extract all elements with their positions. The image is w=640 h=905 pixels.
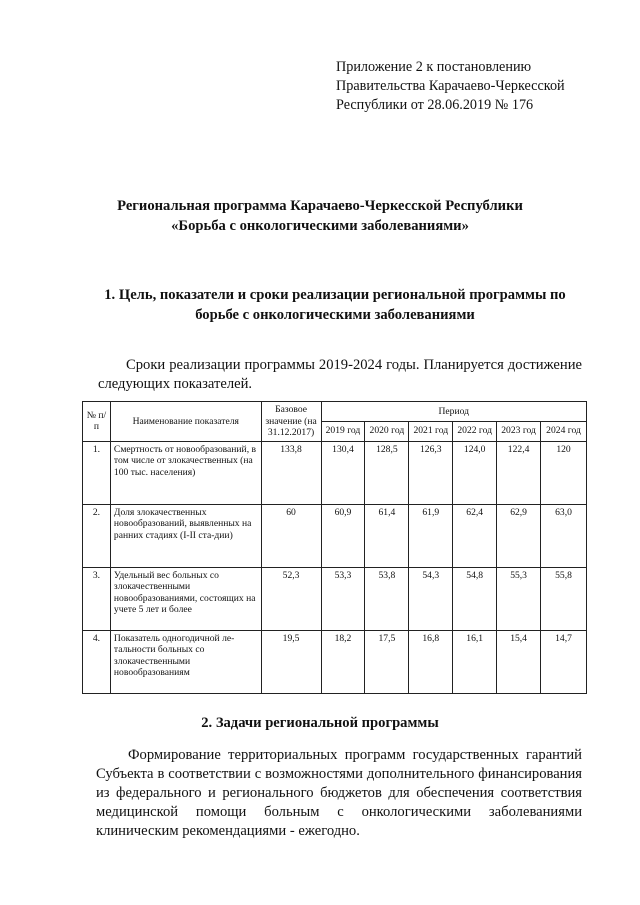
table-row [83, 441, 587, 504]
header-year: 2023 год [497, 421, 541, 441]
title-line: «Борьба с онкологическими заболеваниями» [171, 218, 469, 234]
row-value: 14,7 [541, 630, 587, 693]
appendix-line: Приложение 2 к постановлению [336, 59, 532, 75]
indicators-table [82, 401, 587, 694]
row-value: 61,4 [365, 504, 409, 567]
row-name: Доля злокачественных новообразований, выявленных на ранних стадиях (I-II ста-дии) [110, 504, 261, 567]
row-value: 15,4 [497, 630, 541, 693]
row-value: 61,9 [409, 504, 453, 567]
row-num: 2. [83, 504, 111, 567]
header-year: 2020 год [365, 421, 409, 441]
appendix-line: Республики от 28.06.2019 № 176 [336, 97, 534, 113]
table-row [83, 504, 587, 567]
row-value: 54,3 [409, 567, 453, 630]
row-num: 3. [83, 567, 111, 630]
row-value: 60,9 [321, 504, 365, 567]
appendix-note [336, 58, 565, 115]
row-name: Смертность от новообразований, в том числе от злокачественных (на 100 тыс. населения) [110, 441, 261, 504]
header-period: Период [321, 402, 586, 422]
header-year: 2021 год [409, 421, 453, 441]
row-value: 122,4 [497, 441, 541, 504]
header-year: 2019 год [321, 421, 365, 441]
header-name: Наименование показателя [110, 402, 261, 442]
row-base: 19,5 [261, 630, 321, 693]
title-line: Региональная программа Карачаево-Черкесской Республики [117, 198, 523, 214]
table-row [83, 630, 587, 693]
row-value: 120 [541, 441, 587, 504]
row-base: 52,3 [261, 567, 321, 630]
section-2-body: Формирование территориальных программ государственных гарантий Субъекта в соответствии с возможностями дополнительного финансирования из федерального и регионального бюджетов для обеспечения соответствия медицинской помощи больным с онкологическими заболеваниями клиническим рекомендациями - ежегодно. [96, 747, 582, 839]
section-1-heading-line: борьбе с онкологическими заболеваниями [195, 307, 475, 323]
section-1-heading-line: 1. Цель, показатели и сроки реализации региональной программы по [104, 287, 566, 303]
header-base: Базовое значение (на 31.12.2017) [261, 402, 321, 442]
row-value: 18,2 [321, 630, 365, 693]
table-row [83, 567, 587, 630]
row-value: 17,5 [365, 630, 409, 693]
row-value: 53,3 [321, 567, 365, 630]
section-1-heading [70, 285, 600, 325]
row-base: 133,8 [261, 441, 321, 504]
row-value: 55,8 [541, 567, 587, 630]
row-value: 62,9 [497, 504, 541, 567]
section-1-intro: Сроки реализации программы 2019-2024 годы. Планируется достижение следующих показателей. [98, 357, 582, 392]
row-num: 4. [83, 630, 111, 693]
header-num: № п/п [83, 402, 111, 442]
header-year: 2024 год [541, 421, 587, 441]
document-title [0, 196, 640, 236]
row-name: Удельный вес больных со злокачественными новообразованиями, состоящих на учете 5 лет и более [110, 567, 261, 630]
row-num: 1. [83, 441, 111, 504]
row-value: 130,4 [321, 441, 365, 504]
row-value: 16,8 [409, 630, 453, 693]
row-name: Показатель одногодичной ле-тальности больных со злокачественными новообразованиям [110, 630, 261, 693]
row-value: 126,3 [409, 441, 453, 504]
row-value: 16,1 [453, 630, 497, 693]
row-value: 124,0 [453, 441, 497, 504]
row-value: 54,8 [453, 567, 497, 630]
row-base: 60 [261, 504, 321, 567]
row-value: 55,3 [497, 567, 541, 630]
row-value: 63,0 [541, 504, 587, 567]
appendix-line: Правительства Карачаево-Черкесской [336, 78, 565, 94]
row-value: 62,4 [453, 504, 497, 567]
row-value: 128,5 [365, 441, 409, 504]
section-2-heading: 2. Задачи региональной программы [201, 715, 439, 731]
header-year: 2022 год [453, 421, 497, 441]
row-value: 53,8 [365, 567, 409, 630]
